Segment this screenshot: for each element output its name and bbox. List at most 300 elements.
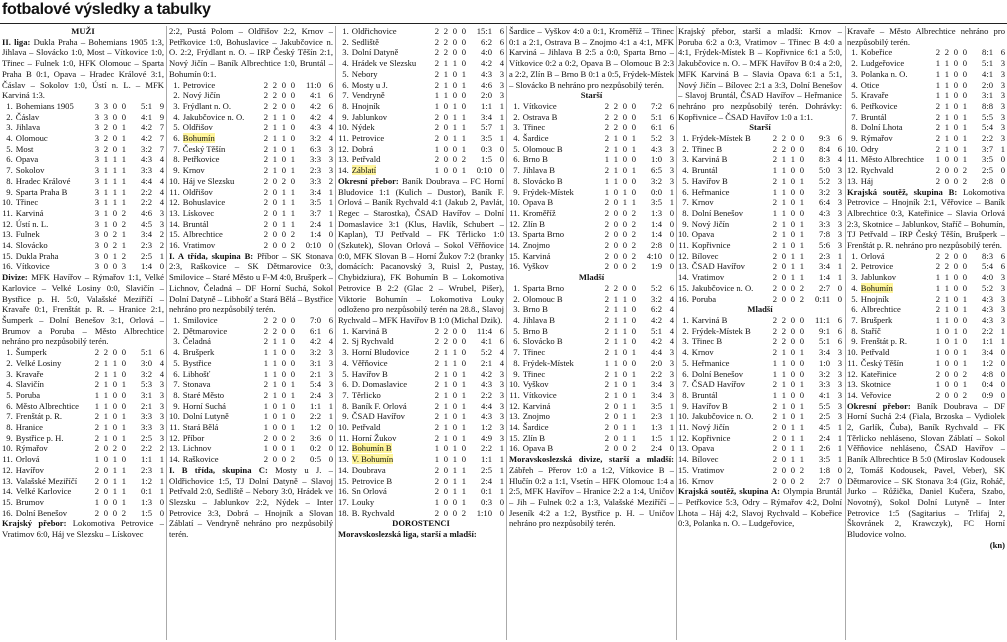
wins-text: 0 bbox=[944, 154, 949, 165]
goal-score bbox=[466, 433, 492, 444]
draws-text: 0 bbox=[452, 336, 457, 347]
matches-played bbox=[768, 422, 777, 433]
team-name bbox=[183, 229, 259, 240]
rank-text: 5. bbox=[173, 122, 180, 133]
losses-text: 1 bbox=[799, 422, 804, 433]
losses-text: 0 bbox=[461, 90, 466, 101]
matches-played bbox=[600, 347, 609, 358]
draws-text: 1 bbox=[622, 432, 627, 443]
table-row bbox=[678, 272, 842, 283]
draws-text: 0 bbox=[281, 79, 286, 90]
rank-text: 6. bbox=[682, 368, 689, 379]
table-row bbox=[169, 443, 333, 454]
table-row bbox=[847, 176, 1005, 187]
table-row bbox=[678, 379, 842, 390]
matches-played bbox=[430, 90, 439, 101]
wins-text: 1 bbox=[613, 347, 618, 358]
draws bbox=[949, 390, 958, 401]
draws-text: 0 bbox=[622, 100, 627, 111]
table-row bbox=[169, 154, 333, 165]
losses bbox=[117, 379, 126, 390]
points bbox=[152, 422, 164, 433]
team-name bbox=[183, 336, 259, 347]
goal-score bbox=[466, 133, 492, 144]
losses-text: 0 bbox=[962, 336, 967, 347]
goal-score bbox=[126, 422, 152, 433]
table-row bbox=[2, 144, 164, 155]
points bbox=[662, 208, 674, 219]
matches-played bbox=[931, 294, 940, 305]
draws bbox=[949, 133, 958, 144]
goal-score-text: 1:3 bbox=[141, 496, 152, 507]
wins-text: 1 bbox=[944, 282, 949, 293]
rank-text: 9. bbox=[6, 186, 13, 197]
wins-text: 2 bbox=[443, 26, 448, 36]
draws-text: 1 bbox=[790, 454, 795, 465]
draws bbox=[618, 283, 627, 294]
page-title: fotbalové výsledky a tabulky bbox=[2, 1, 211, 18]
points bbox=[662, 261, 674, 272]
table-row bbox=[2, 347, 164, 358]
team-name bbox=[692, 154, 768, 165]
wins bbox=[777, 240, 786, 251]
results-paragraph bbox=[847, 187, 1005, 251]
team-name bbox=[183, 347, 259, 358]
team-name-text: Město Albrechtice bbox=[15, 400, 79, 411]
rank-text: 6. bbox=[851, 100, 858, 111]
wins-text: 1 bbox=[103, 422, 108, 433]
rank-text: 8. bbox=[173, 389, 180, 400]
wins-text: 0 bbox=[443, 496, 448, 507]
wins-text: 0 bbox=[944, 165, 949, 176]
matches-played bbox=[600, 101, 609, 112]
draws-text: 1 bbox=[112, 486, 117, 497]
team-name bbox=[16, 369, 90, 380]
goal-score-text: 2:2 bbox=[982, 133, 993, 144]
losses-text: 2 bbox=[631, 443, 636, 454]
wins bbox=[777, 133, 786, 144]
standings-table bbox=[338, 26, 504, 176]
losses-text: 0 bbox=[121, 400, 126, 411]
rank-text: 4. bbox=[682, 165, 689, 176]
draws bbox=[448, 58, 457, 69]
table-row bbox=[2, 219, 164, 230]
matches-played bbox=[90, 379, 99, 390]
results-paragraph bbox=[338, 529, 504, 540]
losses-text: 1 bbox=[121, 486, 126, 497]
points bbox=[993, 154, 1005, 165]
matches-played bbox=[768, 261, 777, 272]
goal-score-text: 5:1 bbox=[651, 325, 662, 336]
draws bbox=[786, 261, 795, 272]
team-name bbox=[692, 176, 768, 187]
goal-score-text: 0:0 bbox=[651, 186, 662, 197]
rank bbox=[169, 208, 183, 219]
points-text: 0 bbox=[1000, 357, 1005, 368]
matches-played-text: 2 bbox=[94, 411, 99, 422]
wins-text: 0 bbox=[443, 475, 448, 486]
team-name bbox=[352, 497, 430, 508]
team-name bbox=[352, 401, 430, 412]
rank-text: 10. bbox=[169, 411, 180, 422]
table-row bbox=[338, 26, 504, 37]
points-text: 3 bbox=[159, 411, 164, 422]
table-row bbox=[509, 379, 674, 390]
team-name bbox=[861, 336, 931, 347]
rank bbox=[509, 208, 523, 219]
rank-text: 4. bbox=[682, 347, 689, 358]
team-name-text: Sj Rychvald bbox=[351, 336, 394, 347]
match-results: Mosty u J. – Oldřichovice 1:5, TJ Dolní Datyně – Slavoj Petřvald 2:0, Sedliště – Nebory 3:0, Hrádek ve Slezsku – Jablunkov 2:2, Nýdek – Inter Petrovice 3:3, Dobrá – Hnojník a Slovan Záblatí – Vendryně nehráno pro nezpůsobilý terén. bbox=[169, 464, 333, 540]
wins bbox=[439, 422, 448, 433]
draws bbox=[786, 272, 795, 283]
rank-text: 8. bbox=[513, 357, 520, 368]
team-name bbox=[523, 122, 600, 133]
goal-score bbox=[636, 240, 662, 251]
matches-played bbox=[259, 165, 268, 176]
losses bbox=[457, 508, 466, 519]
team-name-text: Staříč bbox=[860, 325, 881, 336]
goal-score-text: 3:2 bbox=[651, 293, 662, 304]
rank-text: 7. bbox=[682, 197, 689, 208]
wins bbox=[777, 326, 786, 337]
draws-text: 0 bbox=[790, 400, 795, 411]
points bbox=[830, 422, 842, 433]
team-name bbox=[523, 208, 600, 219]
draws-text: 0 bbox=[953, 79, 958, 90]
rank-text: 9. bbox=[6, 432, 13, 443]
losses bbox=[627, 219, 636, 230]
table-row bbox=[847, 47, 1005, 58]
points-text: 0 bbox=[328, 432, 333, 443]
matches-played-text: 2 bbox=[263, 143, 268, 154]
team-name-text: Frenštát p. R. bbox=[860, 336, 908, 347]
table-row bbox=[338, 165, 504, 176]
losses-text: 0 bbox=[631, 293, 636, 304]
goal-score-text: 0:5 bbox=[310, 454, 321, 465]
points-text: 3 bbox=[1000, 304, 1005, 315]
losses bbox=[627, 390, 636, 401]
draws-text: 0 bbox=[112, 507, 117, 518]
matches-played-text: 2 bbox=[604, 229, 609, 240]
matches-played bbox=[259, 358, 268, 369]
points-text: 3 bbox=[669, 133, 674, 144]
losses-text: 1 bbox=[962, 111, 967, 122]
draws-text: 0 bbox=[452, 165, 457, 176]
rank bbox=[847, 358, 861, 369]
goal-score bbox=[804, 315, 830, 326]
rank bbox=[2, 443, 16, 454]
team-name bbox=[692, 336, 768, 347]
team-name-text: Karviná B bbox=[351, 325, 388, 336]
rank-text: 10. bbox=[678, 411, 689, 422]
wins bbox=[940, 347, 949, 358]
rank bbox=[509, 347, 523, 358]
points bbox=[993, 272, 1005, 283]
rank-text: 11. bbox=[678, 240, 689, 251]
goal-score bbox=[295, 369, 321, 380]
points-text: 1 bbox=[159, 486, 164, 497]
rank-text: 1. bbox=[6, 347, 13, 358]
draws bbox=[277, 422, 286, 433]
matches-played-text: 1 bbox=[263, 400, 268, 411]
points bbox=[152, 486, 164, 497]
matches-played bbox=[90, 497, 99, 508]
wins-text: 1 bbox=[443, 79, 448, 90]
matches-played-text: 1 bbox=[263, 411, 268, 422]
losses-text: 2 bbox=[290, 432, 295, 443]
draws bbox=[277, 197, 286, 208]
team-name-text: Čeladná bbox=[182, 336, 211, 347]
goal-score bbox=[126, 101, 152, 112]
wins-text: 1 bbox=[944, 304, 949, 315]
wins-text: 1 bbox=[613, 154, 618, 165]
draws bbox=[448, 144, 457, 155]
goal-score bbox=[636, 369, 662, 380]
losses-text: 1 bbox=[461, 143, 466, 154]
draws bbox=[786, 154, 795, 165]
wins bbox=[99, 497, 108, 508]
matches-played-text: 2 bbox=[94, 368, 99, 379]
wins bbox=[940, 369, 949, 380]
wins-text: 2 bbox=[272, 100, 277, 111]
points-text: 0 bbox=[159, 507, 164, 518]
losses-text: 2 bbox=[631, 229, 636, 240]
wins-text: 1 bbox=[613, 165, 618, 176]
wins-text: 0 bbox=[781, 282, 786, 293]
table-row bbox=[847, 122, 1005, 133]
author-signature: (kn) bbox=[989, 539, 1005, 550]
goal-score bbox=[295, 208, 321, 219]
matches-played-text: 2 bbox=[772, 411, 777, 422]
team-name-text: Frýdlant n. O. bbox=[182, 100, 231, 111]
rank bbox=[509, 411, 523, 422]
draws-text: 0 bbox=[790, 165, 795, 176]
points bbox=[152, 154, 164, 165]
matches-played-text: 1 bbox=[434, 165, 439, 176]
matches-played-text: 2 bbox=[434, 368, 439, 379]
table-row bbox=[2, 486, 164, 497]
losses bbox=[457, 433, 466, 444]
goal-score-text: 0:1 bbox=[141, 486, 152, 497]
rank-text: 10. bbox=[847, 347, 858, 358]
table-row bbox=[509, 358, 674, 369]
losses-text: 0 bbox=[461, 336, 466, 347]
draws bbox=[618, 112, 627, 123]
team-name-text: Čáslav bbox=[15, 111, 40, 122]
wins bbox=[99, 144, 108, 155]
draws bbox=[949, 294, 958, 305]
table-row bbox=[847, 358, 1005, 369]
goal-score bbox=[126, 465, 152, 476]
team-name bbox=[352, 144, 430, 155]
matches-played-text: 1 bbox=[94, 496, 99, 507]
goal-score-text: 1:5 bbox=[481, 154, 492, 165]
points bbox=[152, 411, 164, 422]
team-name-text: Třinec bbox=[522, 368, 546, 379]
wins-text: 3 bbox=[103, 111, 108, 122]
points-text: 6 bbox=[1000, 250, 1005, 261]
draws-text: 1 bbox=[112, 454, 117, 465]
matches-played-text: 1 bbox=[434, 496, 439, 507]
draws-text: 2 bbox=[112, 229, 117, 240]
team-name-text: Jablunkov bbox=[351, 111, 388, 122]
goal-score bbox=[967, 261, 993, 272]
goal-score bbox=[804, 229, 830, 240]
wins bbox=[439, 165, 448, 176]
draws-text: 0 bbox=[953, 357, 958, 368]
draws bbox=[949, 336, 958, 347]
matches-played-text: 2 bbox=[94, 422, 99, 433]
points-text: 3 bbox=[328, 379, 333, 390]
losses-text: 0 bbox=[461, 36, 466, 47]
draws bbox=[618, 390, 627, 401]
points bbox=[993, 261, 1005, 272]
team-name-text: Nový Jičín bbox=[182, 90, 221, 101]
draws-text: 0 bbox=[790, 186, 795, 197]
draws-text: 0 bbox=[622, 133, 627, 144]
team-name bbox=[16, 187, 90, 198]
wins bbox=[609, 347, 618, 358]
draws bbox=[949, 315, 958, 326]
losses-text: 1 bbox=[631, 422, 636, 433]
team-name-text: Třinec bbox=[522, 347, 546, 358]
losses-text: 0 bbox=[799, 389, 804, 400]
team-name bbox=[523, 229, 600, 240]
goal-score-text: 1:4 bbox=[819, 272, 830, 283]
losses-text: 2 bbox=[962, 165, 967, 176]
draws bbox=[949, 154, 958, 165]
draws bbox=[786, 443, 795, 454]
losses-text: 1 bbox=[121, 240, 126, 251]
points bbox=[662, 240, 674, 251]
wins-text: 0 bbox=[781, 432, 786, 443]
goal-score bbox=[967, 294, 993, 305]
team-name-text: Smilovice bbox=[182, 314, 218, 325]
wins-text: 0 bbox=[781, 475, 786, 486]
wins bbox=[609, 251, 618, 262]
wins-text: 1 bbox=[781, 357, 786, 368]
goal-score bbox=[126, 358, 152, 369]
matches-played-text: 2 bbox=[434, 475, 439, 486]
team-name-text: Hranice bbox=[15, 422, 43, 433]
points-text: 3 bbox=[1000, 293, 1005, 304]
rank bbox=[338, 486, 352, 497]
points-text: 3 bbox=[499, 389, 504, 400]
losses bbox=[457, 347, 466, 358]
losses-text: 0 bbox=[962, 261, 967, 272]
points-text: 3 bbox=[328, 165, 333, 176]
rank bbox=[2, 422, 16, 433]
wins-text: 0 bbox=[272, 207, 277, 218]
team-name bbox=[523, 315, 600, 326]
team-name bbox=[352, 90, 430, 101]
table-row bbox=[338, 336, 504, 347]
wins bbox=[439, 347, 448, 358]
wins-text: 1 bbox=[103, 389, 108, 400]
draws-text: 0 bbox=[622, 379, 627, 390]
rank-text: 14. bbox=[509, 422, 520, 433]
team-name bbox=[692, 390, 768, 401]
losses-text: 0 bbox=[290, 133, 295, 144]
goal-score-text: 11:1 bbox=[815, 314, 830, 325]
rank-text: 11. bbox=[509, 389, 520, 400]
team-name bbox=[692, 433, 768, 444]
points bbox=[321, 315, 333, 326]
losses-text: 2 bbox=[799, 475, 804, 486]
losses bbox=[627, 261, 636, 272]
table-row bbox=[169, 133, 333, 144]
matches-played bbox=[768, 465, 777, 476]
matches-played-text: 2 bbox=[772, 272, 777, 283]
wins bbox=[940, 261, 949, 272]
goal-score bbox=[126, 251, 152, 262]
competition-name: Okresní přebor: bbox=[847, 400, 911, 411]
rank-text: 4. bbox=[513, 314, 520, 325]
losses-text: 0 bbox=[631, 325, 636, 336]
rank bbox=[509, 283, 523, 294]
draws-text: 0 bbox=[622, 443, 627, 454]
losses bbox=[457, 411, 466, 422]
matches-played-text: 2 bbox=[604, 389, 609, 400]
team-name bbox=[523, 411, 600, 422]
rank-text: 7. bbox=[6, 411, 13, 422]
matches-played bbox=[259, 122, 268, 133]
points-text: 1 bbox=[499, 111, 504, 122]
draws-text: 0 bbox=[281, 240, 286, 251]
table-row bbox=[678, 443, 842, 454]
rank-text: 2. bbox=[513, 111, 520, 122]
points bbox=[321, 133, 333, 144]
points-text: 6 bbox=[499, 325, 504, 336]
table-row bbox=[509, 208, 674, 219]
draws-text: 1 bbox=[622, 304, 627, 315]
goal-score-text: 2:1 bbox=[310, 368, 321, 379]
rank bbox=[169, 433, 183, 444]
matches-played bbox=[931, 101, 940, 112]
matches-played bbox=[768, 476, 777, 487]
losses bbox=[795, 144, 804, 155]
draws-text: 0 bbox=[281, 368, 286, 379]
losses bbox=[627, 133, 636, 144]
wins bbox=[609, 294, 618, 305]
wins bbox=[268, 401, 277, 412]
losses-text: 1 bbox=[121, 475, 126, 486]
draws-text: 0 bbox=[790, 240, 795, 251]
wins-text: 0 bbox=[944, 347, 949, 358]
draws bbox=[786, 187, 795, 198]
team-name bbox=[692, 133, 768, 144]
table-row bbox=[509, 197, 674, 208]
losses bbox=[117, 197, 126, 208]
points-text: 1 bbox=[837, 454, 842, 465]
points bbox=[321, 443, 333, 454]
rank-text: 1. bbox=[342, 325, 349, 336]
points-text: 9 bbox=[159, 100, 164, 111]
rank-text: 14. bbox=[2, 486, 13, 497]
points bbox=[492, 154, 504, 165]
losses-text: 0 bbox=[799, 154, 804, 165]
losses-text: 0 bbox=[121, 443, 126, 454]
table-row bbox=[509, 422, 674, 433]
rank bbox=[169, 422, 183, 433]
losses-text: 1 bbox=[962, 293, 967, 304]
draws bbox=[448, 122, 457, 133]
losses-text: 1 bbox=[121, 422, 126, 433]
losses-text: 1 bbox=[290, 197, 295, 208]
matches-played-text: 2 bbox=[772, 250, 777, 261]
losses-text: 1 bbox=[290, 443, 295, 454]
